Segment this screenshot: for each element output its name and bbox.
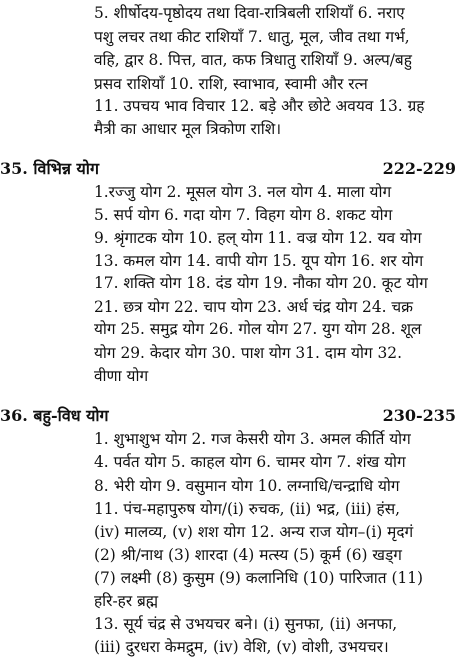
section-page-range: 230-235 <box>382 406 456 426</box>
text-line: 17. शक्ति योग 18. दंड योग 19. नौका योग 20. कूट योग <box>94 274 428 293</box>
text-line: (7) लक्ष्मी (8) कुसुम (9) कलानिधि (10) पारिजात (11) <box>94 569 424 587</box>
text-line: 4. पर्वत योग 5. काहल योग 6. चामर योग 7. शंख योग <box>94 453 406 472</box>
text-line: योग 25. समुद्र योग 26. गोल योग 27. युग योग 28. शूल <box>94 320 422 339</box>
text-line: 13. सूर्य चंद्र से उभयचर बने। (i) सुनफा, (ii) अनफा, <box>94 615 398 633</box>
text-line: पशु लचर तथा कीट राशियाँ 7. धातु, मूल, जीव तथा गर्भ, <box>94 27 410 46</box>
section-heading: 35. विभिन्न योग <box>0 158 99 178</box>
text-line: 21. छत्र योग 22. चाप योग 23. अर्ध चंद्र योग 24. चक्र <box>94 298 414 317</box>
text-line: प्रसव राशियाँ 10. राशि, स्वाभाव, स्वामी और रत्न <box>94 74 368 93</box>
section-page-range: 222-229 <box>382 158 456 178</box>
text-line: योग 29. केदार योग 30. पाश योग 31. दाम योग 32. <box>94 344 402 363</box>
text-line: 8. भेरी योग 9. वसुमान योग 10. लग्नाधि/चन्द्राधि योग <box>94 477 400 495</box>
text-line: (2) श्री/नाथ (3) शारदा (4) मत्स्य (5) कूर्म (6) खड्ग <box>94 546 402 564</box>
text-line: वीणा योग <box>94 367 149 386</box>
section-heading: 36. बहु-विध योग <box>0 406 109 426</box>
text-line: मैत्री का आधार मूल त्रिकोण राशि। <box>94 119 282 138</box>
text-line: 5. शीर्षोदय-पृष्ठोदय तथा दिवा-रात्रिबली राशियाँ 6. नराए <box>94 3 405 22</box>
text-line: 11. पंच-महापुरुष योग/(i) रुचक, (ii) भद्र, (iii) हंस, <box>94 500 401 518</box>
text-line: 5. सर्प योग 6. गदा योग 7. विहग योग 8. शकट योग <box>94 206 393 225</box>
text-line: (iv) मालव्य, (v) शश योग 12. अन्य राज योग–(i) मृदगं <box>94 523 414 541</box>
text-line: 1.रज्जु योग 2. मूसल योग 3. नल योग 4. माला योग <box>94 183 392 202</box>
text-line: 13. कमल योग 14. वापी योग 15. यूप योग 16. शर योग <box>94 252 424 271</box>
text-line: वहि, द्वार 8. पित्त, वात, कफ त्रिधातु राशियाँ 9. अल्प/बहु <box>94 50 412 69</box>
text-line: 11. उपचय भाव विचार 12. बड़े और छोटे अवयव 13. ग्रह <box>94 96 425 115</box>
text-line: 1. शुभाशुभ योग 2. गज केसरी योग 3. अमल कीर्ति योग <box>94 430 411 449</box>
text-line: हरि-हर ब्रह्म <box>94 592 159 610</box>
text-line: 9. श्रृंगाटक योग 10. हल् योग 11. वज्र योग 12. यव योग <box>94 229 422 248</box>
text-line: (iii) दुरधरा केमद्रुम, (iv) वेशि, (v) वोशी, उभयचर। <box>94 638 389 656</box>
